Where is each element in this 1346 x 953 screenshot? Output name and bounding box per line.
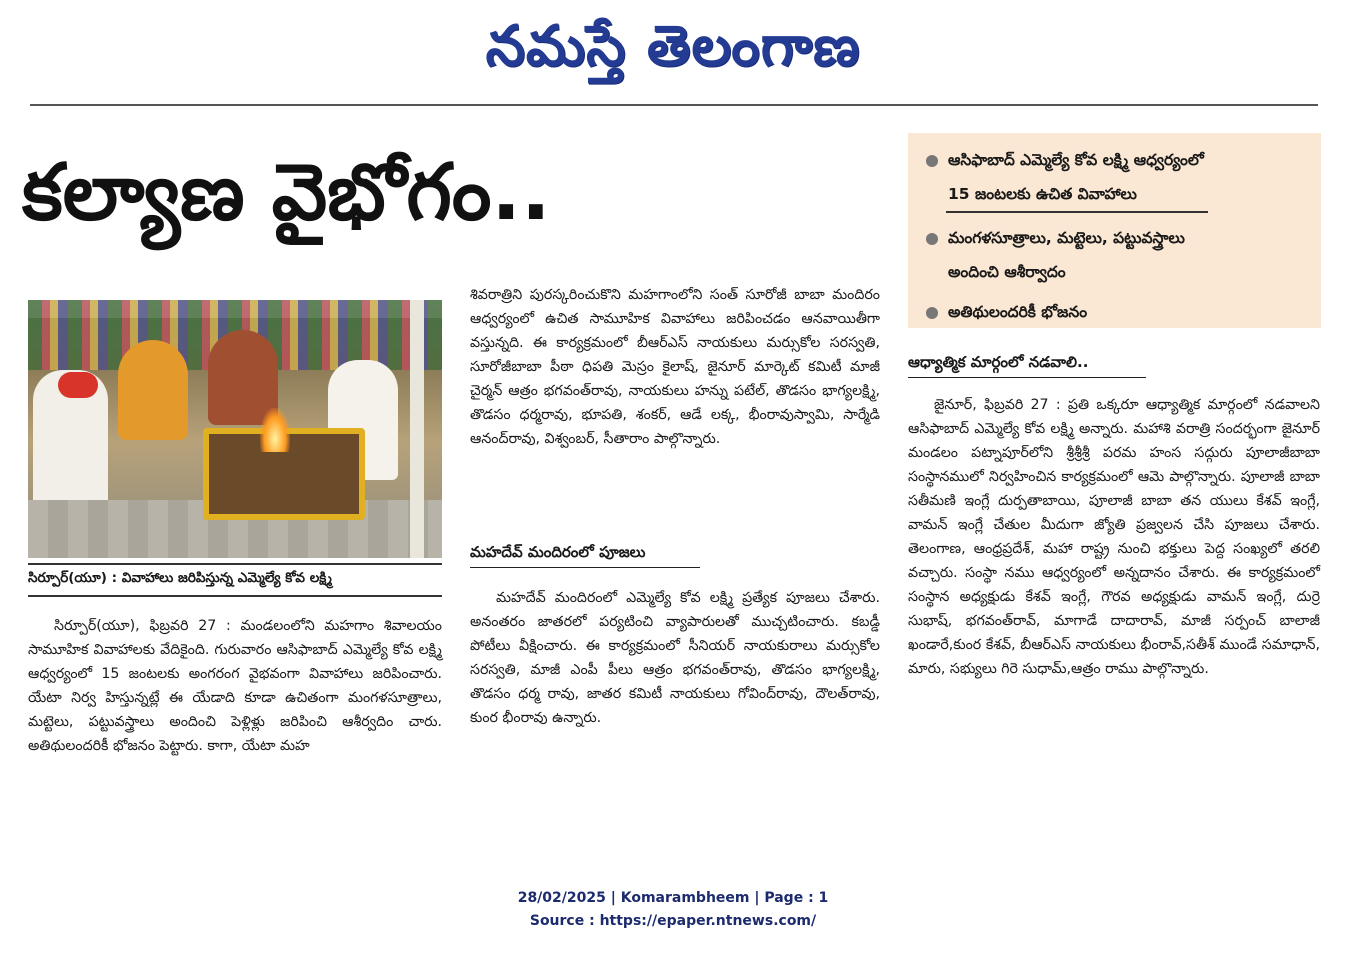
highlight-separator [946, 211, 1208, 213]
article-paragraph: శివరాత్రిని పురస్కరించుకొని మహగాంలోని సంత్ సూరోజీ బాబా మందిరం ఆధ్వర్యంలో ఉచిత సామూహిక వివాహాలు జరిపించడం ఆనవాయితీగా వస్తున్నది. ఈ కార్యక్రమంలో బీఆర్ఎస్ నాయకులు మర్సుకోల సరస్వతి, సూరోజీబాబా పీఠా ధిపతి మెస్రం కైలాష్, జైనూర్ మార్కెట్ కమిటీ మాజీ చైర్మన్ ఆత్రం భగవంత్‌రావు, నాయకులు హన్ను పటేల్, తొడసం భాగ్యలక్ష్మి, తొడసం ధర్మరావు, భూపతి, శంకర్, ఆడే లక్క, భీంరావుస్వామి, సార్మేడి ఆనంద్‌రావు, విశ్వంబర్, సీతారాం పాల్గొన్నారు. [470, 287, 880, 447]
photo-person [118, 340, 188, 440]
masthead-divider [30, 104, 1318, 106]
highlight-text: అతిథులందరికీ భోజనం [948, 303, 1088, 321]
subhead-rule [908, 377, 1146, 378]
caption-rule-top [28, 563, 442, 565]
article-paragraph: సిర్పూర్(యూ), ఫిబ్రవరి 27 : మండలంలోని మహగాం శివాలయం సామూహిక వివాహాలకు వేదికైంది. గురువారం ఆసిఫాబాద్ ఎమ్మెల్యే కోవ లక్ష్మి ఆధ్వర్యంలో 15 జంటలకు అంగరంగ వైభవంగా వివాహాలు జరిపించారు. యేటా నిర్వ హిస్తున్నట్లే ఈ యేడాది కూడా ఉచితంగా మంగళసూత్రాలు, మట్టెలు, పట్టువస్త్రాలు అందించి పెళ్లిళ్లు జరిపించి ఆశీర్వదిం చారు. అతిథులందరికీ భోజనం పెట్టారు. కాగా, యేటా మహ [28, 618, 442, 754]
article-column-2-continued [470, 586, 880, 730]
article-column-2 [470, 283, 880, 451]
highlight-item [926, 221, 1185, 255]
article-column-3 [908, 393, 1320, 681]
photo-turban [58, 372, 98, 398]
highlight-item [926, 295, 1087, 329]
subhead-adhyatmika: ఆధ్యాత్మిక మార్గంలో నడవాలి.. [908, 353, 1089, 371]
caption-rule-bottom [28, 595, 442, 597]
highlight-text: మంగళసూత్రాలు, మట్టెలు, పట్టువస్త్రాలు [948, 229, 1185, 247]
bullet-icon [926, 307, 938, 319]
highlight-item [926, 143, 1204, 177]
article-column-1 [28, 614, 442, 758]
subhead-rule [470, 567, 700, 568]
article-paragraph: మహదేవ్ మందిరంలో ఎమ్మెల్యే కోవ లక్ష్మి ప్రత్యేక పూజలు చేశారు. అనంతరం జాతరలో పర్యటించి వ్యాపారులతో ముచ్చటించారు. కబడ్డీ పోటీలు వీక్షించారు. ఈ కార్యక్రమంలో సీనియర్ నాయకురాలు మర్సుకోల సరస్వతి, మాజీ ఎంపీ పీలు ఆత్రం భగవంత్‌రావు, తొడసం భాగ్యలక్ష్మి, తొడసం ధర్మ రావు, జాతర కమిటీ నాయకులు గోవింద్‌రావు, దౌలత్‌రావు, కుంర భీంరావు ఉన్నారు. [470, 590, 880, 726]
footer-source: Source : https://epaper.ntnews.com/ [529, 913, 817, 929]
bullet-icon [926, 233, 938, 245]
highlight-text-cont: 15 జంటలకు ఉచిత వివాహాలు [948, 185, 1137, 203]
masthead [0, 8, 1346, 86]
news-photo [28, 300, 442, 558]
highlights-box [908, 133, 1321, 328]
photo-fire [260, 408, 290, 452]
bullet-icon [926, 155, 938, 167]
highlight-text: ఆసిఫాబాద్ ఎమ్మెల్యే కోవ లక్ష్మి ఆధ్వర్యంలో [948, 151, 1204, 169]
article-paragraph: జైనూర్, ఫిబ్రవరి 27 : ప్రతి ఒక్కరూ ఆధ్యాత్మిక మార్గంలో నడవాలని ఆసిఫాబాద్ ఎమ్మెల్యే కోవ లక్ష్మి అన్నారు. మహాశి వరాత్రి సందర్భంగా జైనూర్ మండలం పట్నాపూర్‌లోని శ్రీశ్రీశ్రీ పరమ హంస సద్గురు పూలాజీబాబా సంస్థానములో నిర్వహించిన కార్యక్రమంలో ఆమె పాల్గొన్నారు. పూలాజీ బాబా సతీమణి ఇంగ్లే దుర్పతాబాయి, పూలాజీ బాబా తన యులు కేశవ్ ఇంగ్లే, వామన్ ఇంగ్లే చేతుల మీదుగా జ్యోతి ప్రజ్వలన చేసి పూజలు చేశారు. తెలంగాణ, ఆంధ్రప్రదేశ్, మహా రాష్ట్ర నుంచి భక్తులు పెద్ద సంఖ్యలో తరలి వచ్చారు. సంస్థా నము ఆధ్వర్యంలో అన్నదానం చేశారు. ఈ కార్యక్రమంలో సంస్థాన అధ్యక్షుడు కేశవ్ ఇంగ్లే, గౌరవ అధ్యక్షుడు వామన్ ఇంగ్లే, దుర్రె సుభాష్, భగవంత్‌రావ్, మాగాడే దాదారావ్, మాజీ సర్పంచ్ బాలాజీ ఖండారే,కుంర కేశవ్, బీఆర్ఎస్ నాయకులు భీంరావ్,సతీశ్ ముండే సమాధాన్, మారు, సభ్యులు గిరె సుధామ్,ఆత్రం రాము పాల్గొన్నారు. [908, 397, 1320, 677]
photo-caption: సిర్పూర్(యూ) : వివాహాలు జరిపిస్తున్న ఎమ్మెల్యే కోవ లక్ష్మి [28, 570, 332, 586]
masthead-title: నమస్తే తెలంగాణ [485, 14, 861, 79]
headline: కల్యాణ వైభోగం.. [22, 148, 551, 238]
footer-date-edition: 28/02/2025 | Komarambheem | Page : 1 [517, 890, 829, 906]
highlight-text-cont: అందించి ఆశీర్వాదం [948, 263, 1066, 281]
photo-pole [410, 300, 424, 558]
subhead-mahadev: మహదేవ్ మందిరంలో పూజలు [470, 543, 646, 561]
